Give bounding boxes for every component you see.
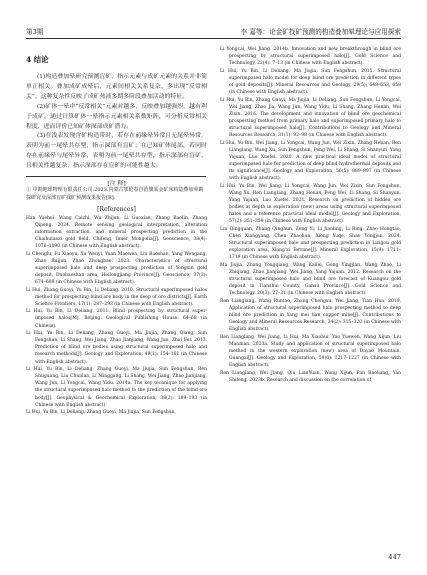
right-column <box>220 46 401 384</box>
reference-item: Lin Qingquan, Zhang Qinghun, Zeng Yi, Li Jianling, Li Bing, Zhao Hongtao, Chen Xiangyang, Chen Zhaohua, Xiong Yuqe, Shao Yongjun. 2024. Structural superimposed halo and prospecting prediction in Lizigou gold exploration area, Xiang'xi Terrane[J]. Mineral Exploration, 15(9): 1711–1719 (in Chinese with English abstract). <box>220 226 401 261</box>
reference-item: Li Hui, Yu Bin, Li Deliang, Zhang Guoyi, Ma Jiujia, Sun Fengshun, <box>26 410 176 416</box>
reference-item: Ren Lianglang, Wei Jiang, Qiu LianYuan, Wang Xijun, Pan Baoliang, Yan Shifeng. 2023b. Research and discussion on the correlation of <box>220 370 401 383</box>
references-title: [References] <box>97 205 136 213</box>
reference-item: Li Hui, Yu Bin, Li Deliang. 2011. Blind prospecting by structural super-imposed halos[M]. Beijing: Geological Publishing House: 64–68 (in Chinese). <box>26 309 207 329</box>
journal-issue: 第3期 <box>26 28 44 36</box>
conclusion-paragraph-2: (2)矿体一晕中“反常相关”元素对越多，反映叠加越强烈，越有利于成矿。通过计算矿体一晕指示元素相关系数矩阵，可分析反常相关程度，进而评价已知矿体深部成矿潜力。 <box>26 103 207 130</box>
reference-item: Ren Lianglang, Wei Jiang, Li Hui, Ma Xiaohui, Yao Yuewen, Wang Xijun, Liu Manman. 2023a. Study and application of structural superimposed halo method in the western exploration (new) area of Dayao Mountain, Guangxi[J]. Geology and Exploration, 59(6): 1217–1227 (in Chinese with English abstract). <box>220 334 401 369</box>
article-running-title: 李 嘉等：论金矿找矿预测的构造叠加晕理论与应用探索 <box>240 28 401 36</box>
header-rule <box>26 38 401 39</box>
page-number: 447 <box>388 553 401 561</box>
reference-item: Li Hui, Yu Bin, Wei Jiang, Li Yongcai, Wang Jun, Wei Zixin, Zhang Henan, Ren Lianglang, Wang Xu, Sun Fengshun, Peng Wei, Li Shang, Si Shanyun, Yang Yajuan, Luo Xuefei. 2020. A new practical ideal model of structural superimposed halo for prediction of deep blind hydrothermal deposits and its significance[J]. Geology and Exploration, 56(5): 889–897 (in Chinese with English abstract). <box>220 140 401 182</box>
reference-item: Li Hui, Zhang Guoyi, Yu Bin, Li Deliang. 2010. Structural superimposed halos method for prospecting blind ore body in the deep of ore districts[J]. Earth Science Frontiers, 17(1): 287–293 (in Chinese with English abstract). <box>26 287 207 307</box>
reference-item: Han Yuehui, Wang Caizhi, Wu Zhijun, Li Guoxian, Zhang Baolin, Zhang Qipeng. 2024. Remote sensing geological interpretation, alteration information extraction, and mineral prospecting prediction in the Chaihulanzi gold field, Chifeng, Inner Mongolia[J]. Geoscience, 38(4): 1076–1090 (in Chinese with English abstract). <box>26 215 207 250</box>
section-heading: 4 结论 <box>26 55 49 64</box>
reference-item: Li Yongcai, Wei Jiang. 2014b. Innovation and new breakthrough in blind ore prospecting by structural superimposed halo[J]. Gold Science and Technology, 22(4): 7–13 (in Chinese with English abstract). <box>220 47 401 67</box>
reference-item: Li Hui, Yu Bin, Li Deliang, Zhang Guoyi, Ma Jiujia, Zhang Qiang, Sun Fengshun, Li Shang, Wei Jiang, Zhao Jianjiang, Wang Jun, Zhai Fei. 2013. Prediction of blind ore bodies using structural superimposed halo and research methods[J]. Geology and Exploration, 49(1): 154–161 (in Chinese with English abstract). <box>26 331 207 365</box>
reference-item: Li Hui, Yu Bin, Zhang Guoyi, Ma Jiujia, Li Deliang, Sun Fengshun, Li Yongcai, Wei Jiang, Zhao Jia, Wang Jun, Wang Yidu, Li Shang, Zhang Henan, Wei Zixin. 2016. The development and innovation of blind ore geochemical prospecting method from primary halo and superimposed primary halo to structural superimposed halo[J]. Contributions to Geology and Mineral Resources Research, 31(1): 92–98 (in Chinese with English abstract). <box>220 97 401 139</box>
reference-item: Li Chenglu, Fu Xiaoyu, Xu Wenyi, Yuan Maowen, Liu Baoshan, Yang Wengang, Zhao Ruijun, Zhao Zhongbao. 2023. Characteristics of structural superimposed halo and deep prospecting prediction of Yongxin gold deposit, Duobaoshan area, Heilongjiang Province[J]. Geoscience, 37(3): 674–689 (in Chinese with English abstract). <box>26 251 207 285</box>
footnote-separator <box>26 176 206 177</box>
conclusion-paragraph-3: (3)在浅表发现含矿构造带时，若存在前缘晕异常且无尾晕异常，表明为前一尾晕共存型，指示深部有盲矿；在已知矿体尾部，若同时存在前缘晕与尾晕异常，表明为前一尾晕共存型，指示深部有盲矿，且相关性越复杂，指示深部存在盲矿的可能性越大。 <box>26 133 207 170</box>
footnote-title: [注 释] <box>107 181 126 188</box>
reference-item: Li Hui, Yu Bin, Li Deliang, Zhang Guoyi, Ma Jiujia, Sun Fengshun, Ren Shuguang, Liu Chunlan, Li Minggang, Li Shang, Wei Jiang, Zhao Jianjiang, Wang Jun, Li Yongcai, Wang Yidu. 2014a. The key technique for applying the structural superimposed halo method to the prediction of the blind ore body[J]. Geophysical & Geochemical Exploration, 38(2): 189–193 (in Chinese with English abstract). <box>26 367 207 408</box>
conclusion-paragraph-1: (1)构造叠加晕研究预测盲矿、指示元素与成矿元素的关系并非简单正相关。叠加成矿成晕后，元素间相关关系复杂，多出现“反常相关”。这种复杂性反映了成矿热液多期多阶段叠加活动的特征。 <box>26 74 207 100</box>
left-column <box>26 46 207 417</box>
running-header <box>26 26 401 38</box>
reference-item: Li Hui, Yu Bin, Wei Jiang, Li Yongcai, Wang Jun, Wei Zixin, Sun Fengshun, Wang Xu, Ren Lianglang, Zhang Henan, Peng Wei, Li Shang, Si Shanyun, Yang Yajuan, Luo Xuefei. 2021. Research on prediction of hidden ore bodies at depth in exploration (new) areas using structural superimposed halos and a reference practical ideal model[J]. Geology and Exploration, 57(2): 351–359 (in Chinese with English abstract). <box>220 183 401 225</box>
reference-item: Li Hui, Yu Bin, Li Deliang, Ma Jiujia, Sun Fengshun. 2015. Structural superimposed halo model for deep blind ore prediction in different types of gold deposits[J]. Mineral Resources and Geology, 29(5): 648–653, 658 (in Chinese with English abstract). <box>220 68 401 96</box>
reference-item: Ren Lianglang, Wang Runtao, Zhang Chengxu, Wei Jiang, Tian Hua. 2019. Application of structural superimposed halo prospecting method to deep blind ore prediction in Yang mei tian copper mine[J]. Contributions to Geology and Mineral Resources Research, 34(2): 315–320 (in Chinese with English abstract). <box>220 298 401 333</box>
reference-item: Ma Jiujia, Zhang Yongqiang, Wang Kailei, Gong Yingjian, Wang Zhao, Li Zhiqiang, Zhao Jianjiang, Wei Jiang, Yang Yajuan. 2012. Research on the structural superimposed halo and blind ore forecast of Kuangou gold deposit in Tianshui County, Gansu Province[J]. Gold Science and Technology, 20(3): 27–31 (in Chinese with English abstract). <box>220 262 401 297</box>
footnote-item: ① 中勘地球物理有限责任公司.2023.内蒙古鄂伦春自治旗某金矿床构造叠加晕勘探研究及深部盲矿找矿预测成果报告[R]. <box>26 187 204 201</box>
